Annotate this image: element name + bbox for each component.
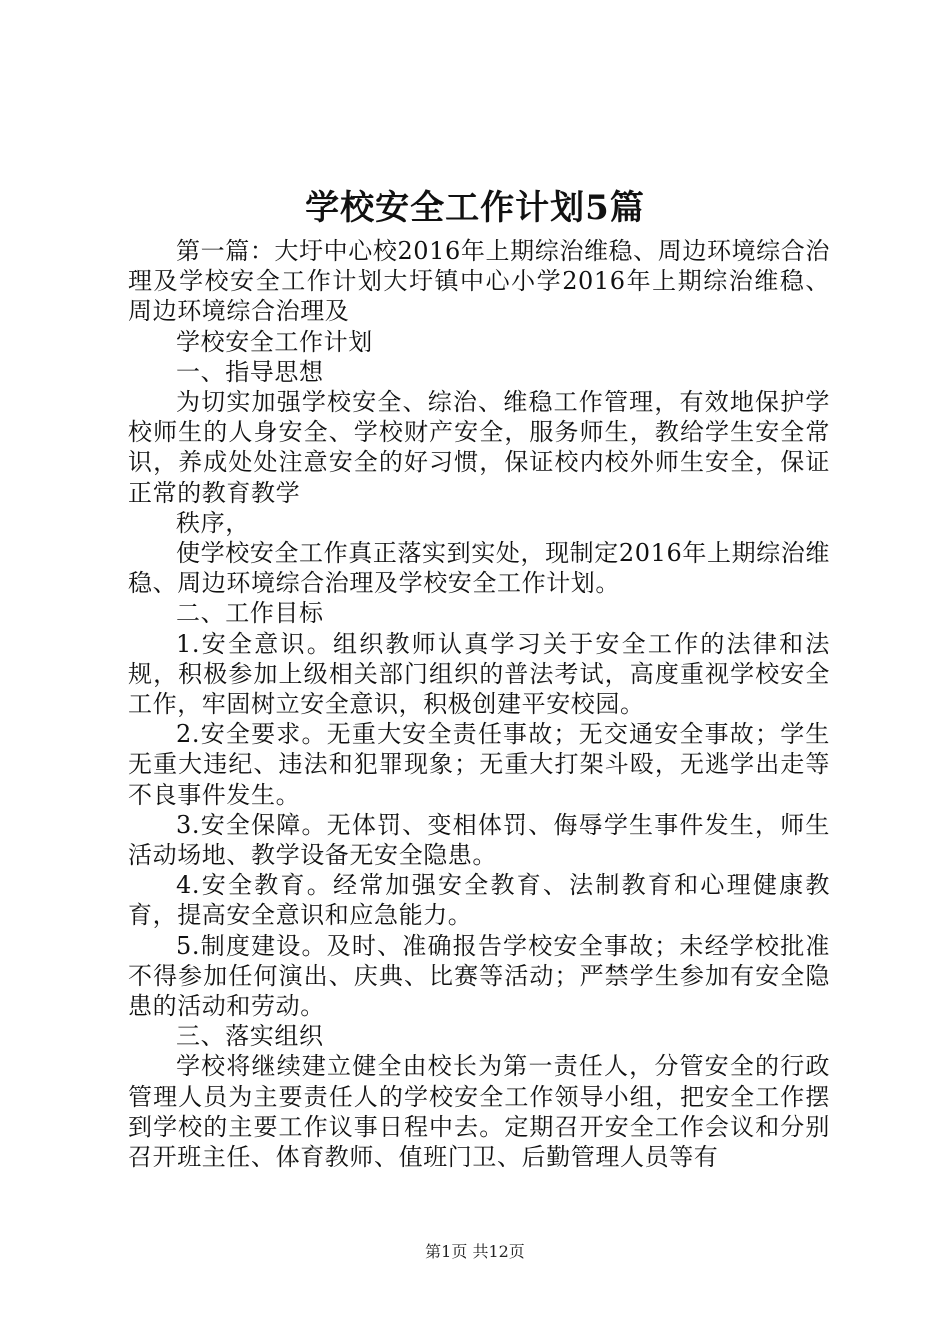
paragraph: 第一篇：大圩中心校2016年上期综治维稳、周边环境综合治理及学校安全工作计划大圩镇中心小学2016年上期综治维稳、周边环境综合治理及 [128,237,830,326]
paragraph: 秩序， [176,508,250,537]
page-footer: 第1页 共12页 [425,1242,525,1261]
paragraph: 学校安全工作计划 [176,327,373,356]
list-item: 1.安全意识。组织教师认真学习关于安全工作的法律和法规，积极参加上级相关部门组织的普法考试，高度重视学校安全工作，牢固树立安全意识，积极创建平安校园。 [128,629,830,719]
document-title: 学校安全工作计划5篇 [305,188,645,228]
list-item: 5.制度建设。及时、准确报告学校安全事故；未经学校批准不得参加任何演出、庆典、比赛等活动；严禁学生参加有安全隐患的活动和劳动。 [128,931,830,1021]
list-item: 4.安全教育。经常加强安全教育、法制教育和心理健康教育，提高安全意识和应急能力。 [128,871,830,930]
section-heading: 一、指导思想 [176,357,324,386]
section-heading: 三、落实组织 [176,1022,324,1051]
paragraph: 学校将继续建立健全由校长为第一责任人，分管安全的行政管理人员为主要责任人的学校安全工作领导小组，把安全工作摆到学校的主要工作议事日程中去。定期召开安全工作会议和分别召开班主任、体育教师、值班门卫、后勤管理人员等有 [128,1052,830,1172]
section-heading: 二、工作目标 [176,599,324,628]
list-item: 2.安全要求。无重大安全责任事故；无交通安全事故；学生无重大违纪、违法和犯罪现象；无重大打架斗殴，无逃学出走等不良事件发生。 [128,720,830,809]
document-body [128,236,830,1172]
paragraph: 为切实加强学校安全、综治、维稳工作管理，有效地保护学校师生的人身安全、学校财产安全，服务师生，教给学生安全常识，养成处处注意安全的好习惯，保证校内校外师生安全，保证正常的教育教学 [128,388,830,507]
list-item: 3.安全保障。无体罚、变相体罚、侮辱学生事件发生，师生活动场地、教学设备无安全隐患。 [128,810,830,870]
paragraph: 使学校安全工作真正落实到实处，现制定2016年上期综治维稳、周边环境综合治理及学校安全工作计划。 [128,539,830,598]
